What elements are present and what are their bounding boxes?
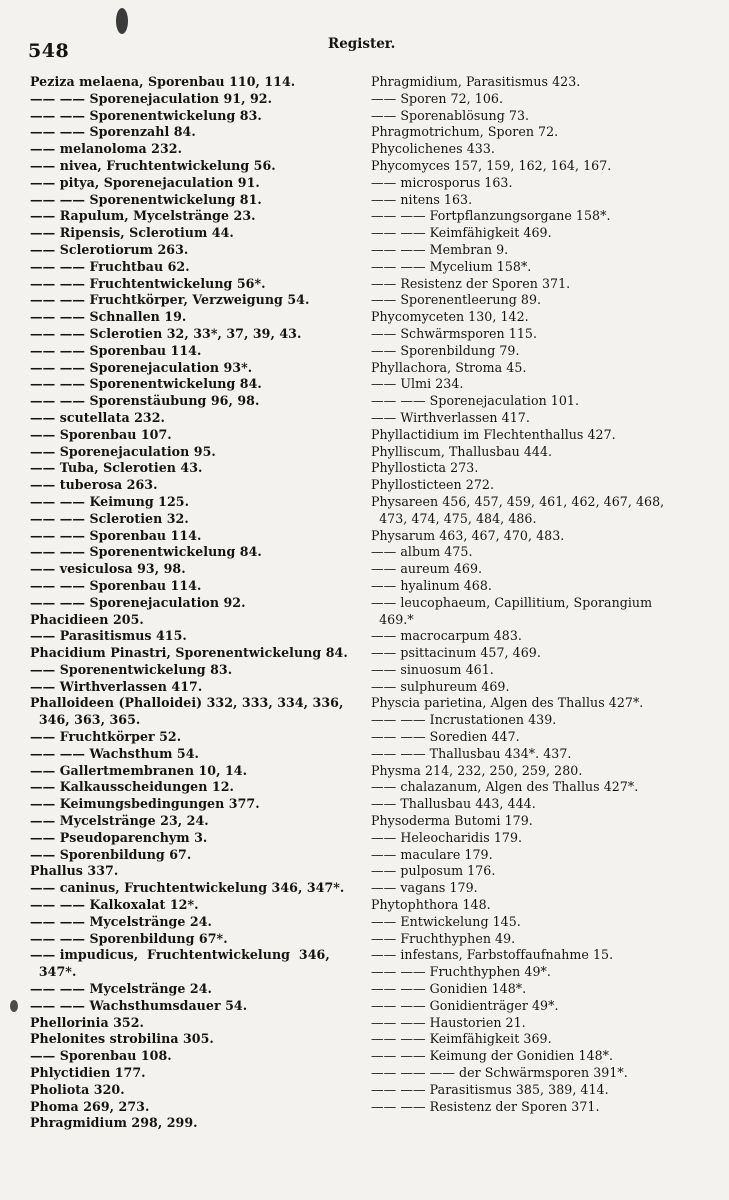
index-entry: Phacidium Pinastri, Sporenentwickelung 84. xyxy=(30,645,348,661)
index-entry: —— —— Incrustationen 439. xyxy=(371,712,557,728)
index-entry: —— caninus, Fruchtentwickelung 346, 347*. xyxy=(30,880,345,896)
index-entry: —— microsporus 163. xyxy=(371,174,513,190)
index-entry: —— —— Sporenbau 114. xyxy=(30,342,202,358)
index-entry: —— Pseudoparenchym 3. xyxy=(30,829,208,845)
index-entry: —— —— Keimung der Gonidien 148*. xyxy=(371,1048,614,1064)
index-entry: Phalloideen (Phalloidei) 332, 333, 334, 336, xyxy=(30,695,344,711)
index-entry: —— —— Fruchthyphen 49*. xyxy=(371,964,551,980)
index-entry: Phragmidium 298, 299. xyxy=(30,1115,198,1131)
index-entry: —— tuberosa 263. xyxy=(30,477,158,493)
running-title: Register. xyxy=(328,36,396,52)
index-entry: 347*. xyxy=(30,964,77,980)
index-entry: Phragmotrichum, Sporen 72. xyxy=(371,124,559,140)
index-entry: —— —— Mycelstränge 24. xyxy=(30,981,212,997)
index-entry: Physoderma Butomi 179. xyxy=(371,813,533,829)
index-entry: —— pitya, Sporenejaculation 91. xyxy=(30,174,260,190)
index-entry: —— —— Parasitismus 385, 389, 414. xyxy=(371,1081,609,1097)
index-entry: —— hyalinum 468. xyxy=(371,577,492,593)
index-entry: —— —— Gonidien 148*. xyxy=(371,981,527,997)
index-entry: Phlyctidien 177. xyxy=(30,1065,146,1081)
index-entry: Phellorinia 352. xyxy=(30,1014,144,1030)
index-entry: —— Sclerotiorum 263. xyxy=(30,241,189,257)
index-entry: —— —— Fortpflanzungsorgane 158*. xyxy=(371,208,611,224)
index-entry: —— —— Fruchtkörper, Verzweigung 54. xyxy=(30,292,310,308)
index-entry: —— —— Schnallen 19. xyxy=(30,309,187,325)
index-entry: —— —— —— der Schwärmsporen 391*. xyxy=(371,1065,628,1081)
index-entry: Phyllosticteen 272. xyxy=(371,477,495,493)
index-entry: Physma 214, 232, 250, 259, 280. xyxy=(371,762,583,778)
index-entry: Peziza melaena, Sporenbau 110, 114. xyxy=(30,74,296,89)
index-entry: —— Wirthverlassen 417. xyxy=(371,409,530,425)
index-entry: —— —— Sporenejaculation 93*. xyxy=(30,359,253,375)
index-entry: —— Sporenejaculation 95. xyxy=(30,443,216,459)
index-entry: —— Kalkausscheidungen 12. xyxy=(30,779,234,795)
index-entry: Phallus 337. xyxy=(30,863,119,879)
index-entry: —— melanoloma 232. xyxy=(30,141,183,157)
index-entry: Phacidieen 205. xyxy=(30,611,144,627)
index-entry: —— Entwickelung 145. xyxy=(371,913,521,929)
index-entry: —— —— Sporenbau 114. xyxy=(30,577,202,593)
index-entry: —— Fruchthyphen 49. xyxy=(371,930,516,946)
index-entry: —— nivea, Fruchtentwickelung 56. xyxy=(30,157,276,173)
index-entry: —— —— Sporenzahl 84. xyxy=(30,124,196,140)
index-entry: 473, 474, 475, 484, 486. xyxy=(371,510,537,526)
index-entry: —— —— Keimfähigkeit 369. xyxy=(371,1031,552,1047)
index-entry: —— Fruchtkörper 52. xyxy=(30,729,182,745)
index-entry: Phyllosticta 273. xyxy=(371,460,479,476)
index-entry: —— Parasitismus 415. xyxy=(30,628,187,644)
index-entry: —— vesiculosa 93, 98. xyxy=(30,561,186,577)
index-entry: —— Sporenbau 107. xyxy=(30,426,172,442)
index-entry: Phyllachora, Stroma 45. xyxy=(371,359,527,375)
index-entry: —— vagans 179. xyxy=(371,880,478,896)
index-entry: —— —— Sclerotien 32, 33*, 37, 39, 43. xyxy=(30,325,302,341)
index-entry: —— —— Soredien 447. xyxy=(371,729,520,745)
index-entry: Physarum 463, 467, 470, 483. xyxy=(371,527,565,543)
index-entry: —— —— Sporenstäubung 96, 98. xyxy=(30,393,260,409)
index-entry: 346, 363, 365. xyxy=(30,712,141,728)
index-entry: —— Rapulum, Mycelstränge 23. xyxy=(30,208,256,224)
index-entry: —— —— Haustorien 21. xyxy=(371,1014,526,1030)
index-entry: —— —— Sporenentwickelung 84. xyxy=(30,376,262,392)
index-entry: —— leucophaeum, Capillitium, Sporangium xyxy=(371,594,653,610)
index-entry: —— —— Sporenentwickelung 81. xyxy=(30,191,262,207)
index-entry: —— impudicus, Fruchtentwickelung 346, xyxy=(30,947,330,963)
index-entry: —— Schwärmsporen 115. xyxy=(371,325,538,341)
index-entry: —— aureum 469. xyxy=(371,561,483,577)
index-entry: —— Tuba, Sclerotien 43. xyxy=(30,460,203,476)
index-entry: —— Sporen 72, 106. xyxy=(371,90,504,106)
index-entry: —— maculare 179. xyxy=(371,846,493,862)
index-entry: —— Gallertmembranen 10, 14. xyxy=(30,762,248,778)
index-entry: —— Wirthverlassen 417. xyxy=(30,678,203,694)
ink-smudge xyxy=(116,8,128,34)
index-entry: —— —— Kalkoxalat 12*. xyxy=(30,897,199,913)
index-entry: —— —— Sclerotien 32. xyxy=(30,510,189,526)
index-column-left xyxy=(30,74,352,1132)
index-entry: —— —— Sporenbildung 67*. xyxy=(30,930,228,946)
index-entry: Phytophthora 148. xyxy=(371,897,491,913)
index-entry: —— —— Wachsthum 54. xyxy=(30,745,199,761)
index-entry: Phylliscum, Thallusbau 444. xyxy=(371,443,553,459)
index-entry: —— Sporenbildung 79. xyxy=(371,342,520,358)
index-entry: —— —— Wachsthumsdauer 54. xyxy=(30,997,248,1013)
index-entry: —— album 475. xyxy=(371,544,473,560)
index-entry: —— —— Sporenentwickelung 83. xyxy=(30,107,262,123)
index-entry: —— —— Sporenbau 114. xyxy=(30,527,202,543)
index-entry: —— nitens 163. xyxy=(371,191,473,207)
index-entry: —— chalazanum, Algen des Thallus 427*. xyxy=(371,779,639,795)
index-entry: —— Sporenentwickelung 83. xyxy=(30,661,233,677)
ink-mark xyxy=(10,1000,18,1012)
index-entry: —— sulphureum 469. xyxy=(371,678,510,694)
index-entry: —— infestans, Farbstoffaufnahme 15. xyxy=(371,947,614,963)
index-entry: Physareen 456, 457, 459, 461, 462, 467, 468, xyxy=(371,493,665,509)
index-entry: —— sinuosum 461. xyxy=(371,661,494,677)
index-entry: —— —— Fruchtentwickelung 56*. xyxy=(30,275,266,291)
index-entry: —— —— Keimfähigkeit 469. xyxy=(371,225,552,241)
index-entry: —— Sporenbau 108. xyxy=(30,1048,172,1064)
index-entry: —— macrocarpum 483. xyxy=(371,628,522,644)
index-entry: —— —— Resistenz der Sporen 371. xyxy=(371,1098,600,1114)
index-entry: Phycolichenes 433. xyxy=(371,141,495,157)
index-entry: Phragmidium, Parasitismus 423. xyxy=(371,74,581,89)
index-entry: Phycomyceten 130, 142. xyxy=(371,309,529,325)
index-entry: —— Sporenbildung 67. xyxy=(30,846,192,862)
index-entry: Pholiota 320. xyxy=(30,1081,125,1097)
index-entry: Phoma 269, 273. xyxy=(30,1098,150,1114)
index-entry: —— —— Fruchtbau 62. xyxy=(30,258,190,274)
index-entry: —— —— Thallusbau 434*. 437. xyxy=(371,745,572,761)
index-entry: —— —— Mycelium 158*. xyxy=(371,258,532,274)
index-entry: —— —— Sporenejaculation 92. xyxy=(30,594,246,610)
index-entry: —— Keimungsbedingungen 377. xyxy=(30,796,260,812)
index-entry: —— Heleocharidis 179. xyxy=(371,829,523,845)
index-entry: —— —— Keimung 125. xyxy=(30,493,190,509)
index-entry: —— —— Membran 9. xyxy=(371,241,509,257)
index-entry: —— —— Gonidienträger 49*. xyxy=(371,997,559,1013)
index-entry: —— Mycelstränge 23, 24. xyxy=(30,813,209,829)
index-entry: —— Sporenentleerung 89. xyxy=(371,292,542,308)
index-entry: —— —— Mycelstränge 24. xyxy=(30,913,212,929)
index-entry: —— Sporenablösung 73. xyxy=(371,107,530,123)
index-entry: —— Ulmi 234. xyxy=(371,376,464,392)
index-entry: Phelonites strobilina 305. xyxy=(30,1031,214,1047)
index-entry: Phyllactidium im Flechtenthallus 427. xyxy=(371,426,616,442)
index-entry: Physcia parietina, Algen des Thallus 427*. xyxy=(371,695,644,711)
index-entry: —— Ripensis, Sclerotium 44. xyxy=(30,225,234,241)
index-entry: —— pulposum 176. xyxy=(371,863,496,879)
index-entry: Phycomyces 157, 159, 162, 164, 167. xyxy=(371,157,612,173)
index-column-right xyxy=(371,74,711,1115)
index-entry: —— scutellata 232. xyxy=(30,409,165,425)
index-entry: —— Resistenz der Sporen 371. xyxy=(371,275,571,291)
index-entry: —— —— Sporenejaculation 91, 92. xyxy=(30,90,273,106)
index-entry: —— —— Sporenentwickelung 84. xyxy=(30,544,262,560)
index-entry: 469.* xyxy=(371,611,414,627)
index-entry: —— —— Sporenejaculation 101. xyxy=(371,393,580,409)
index-entry: —— psittacinum 457, 469. xyxy=(371,645,541,661)
index-entry: —— Thallusbau 443, 444. xyxy=(371,796,536,812)
page-number: 548 xyxy=(28,40,70,62)
